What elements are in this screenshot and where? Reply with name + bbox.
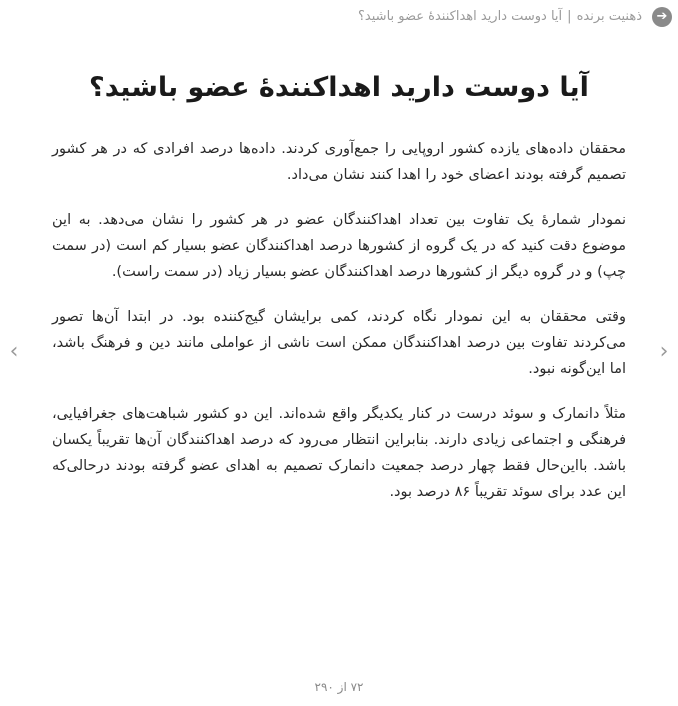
- paragraph: محققان داده‌های یازده کشور اروپایی را جمع‌آوری کردند. داده‌ها درصد افرادی که در هر کشور تصمیم گرفته بودند اعضای خود را اهدا کنند نشان می‌داد.: [52, 141, 626, 183]
- breadcrumb: [358, 9, 642, 24]
- breadcrumb-section[interactable]: ذهنیت برنده: [576, 9, 642, 24]
- chevron-right-icon[interactable]: ›: [659, 339, 669, 364]
- top-bar: [0, 0, 678, 40]
- paragraph: نمودار شمارهٔ یک تفاوت بین تعداد اهداکنندگان عضو در هر کشور را نشان می‌دهد. به این موضوع دقت کنید که در یک گروه از کشورها درصد اهداکنندگان عضو بسیار کم است (در سمت چپ) و در گروه دیگر از کشورها درصد اهداکنندگان عضو بسیار زیاد (در سمت راست).: [52, 212, 626, 280]
- breadcrumb-chapter: آیا دوست دارید اهداکنندهٔ عضو باشید؟: [358, 9, 563, 24]
- page-title: آیا دوست دارید اهداکنندهٔ عضو باشید؟: [89, 72, 589, 103]
- article-body: [52, 136, 626, 524]
- breadcrumb-separator: |: [567, 9, 572, 24]
- paragraph: مثلاً دانمارک و سوئد درست در کنار یکدیگر واقع شده‌اند. این دو کشور شباهت‌های جغرافیایی، فرهنگی و اجتماعی زیادی دارند. بنابراین انتظار می‌رود که درصد اهداکنندگان آن‌ها تقریباً یکسان باشد. بااین‌حال فقط چهار درصد جمعیت دانمارک تصمیم به اهدای عضو گرفته بودند درحالی‌که این عدد برای سوئد تقریباً ۸۶ درصد بود.: [52, 406, 626, 500]
- paragraph: وقتی محققان به این نمودار نگاه کردند، کمی برایشان گیج‌کننده بود. در ابتدا آن‌ها تصور می‌کردند تفاوت بین درصد اهداکنندگان ممکن است ناشی از عواملی مانند دین و فرهنگ باشد، اما این‌گونه نبود.: [52, 309, 626, 377]
- page-counter: ۷۲ از ۲۹۰: [314, 680, 364, 694]
- back-arrow-icon[interactable]: ➔: [652, 7, 672, 27]
- chevron-left-icon[interactable]: ‹: [9, 339, 19, 364]
